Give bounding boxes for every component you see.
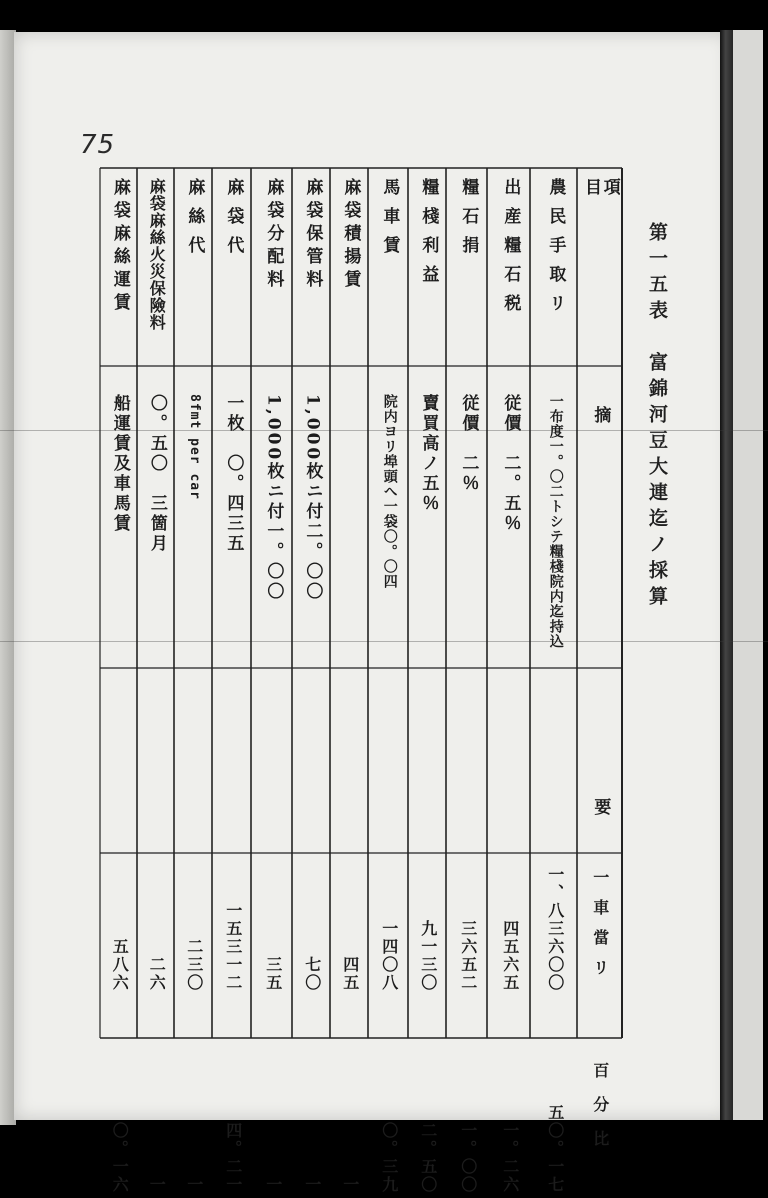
row-percent: 一 (184, 1176, 204, 1194)
item-header: 項 目 (581, 178, 620, 409)
row-percent: 一。二六 (500, 1122, 520, 1194)
row-item: 出産糧石税 (500, 178, 521, 323)
row-per-car: 二三〇 (184, 938, 204, 992)
row-item: 農民手取リ (545, 178, 566, 323)
row-per-car: 五八六 (110, 938, 130, 992)
row-summary: 一布度一。〇二トシテ糧棧院内迄持込 (547, 394, 564, 649)
row-summary: 船運賃及車馬賃 (109, 394, 130, 534)
row-percent: 〇。一六 (110, 1122, 130, 1194)
row-per-car: 四五六五 (500, 920, 520, 992)
row-percent: 一 (263, 1176, 283, 1194)
summary-header-bottom: 要 (590, 798, 611, 818)
row-item: 糧棧利益 (418, 178, 439, 294)
row-item: 麻絲代 (184, 178, 205, 265)
row-item: 麻袋分配料 (263, 178, 284, 293)
row-per-car: 七〇 (302, 956, 322, 992)
summary-header (580, 388, 620, 828)
row-percent: 〇。三九 (379, 1122, 399, 1194)
header-column (580, 168, 620, 1164)
table-row (449, 168, 487, 1194)
row-summary: 院内ヨリ埠頭へ一袋〇。〇四 (381, 394, 398, 589)
table-row (102, 168, 137, 1194)
row-summary: 1,000枚ニ付二。〇〇 (302, 394, 323, 603)
page-number: 75 (80, 130, 116, 160)
percent-header: 百分比 (590, 1062, 610, 1164)
table-row (332, 168, 368, 1194)
row-per-car: 三五 (263, 956, 283, 992)
row-percent: 四。二一 (223, 1122, 243, 1194)
row-percent: 二。五〇 (418, 1122, 438, 1194)
row-percent: 一 (147, 1176, 167, 1194)
table-row (254, 168, 292, 1194)
row-item: 糧石捐 (458, 178, 479, 265)
table-row (294, 168, 330, 1194)
row-per-car: 二六 (147, 956, 167, 992)
row-item: 麻袋麻絲運賃 (109, 178, 130, 316)
row-item: 麻袋保管料 (302, 178, 323, 293)
table-row (139, 168, 174, 1194)
row-summary: 従價 二。五％ (500, 394, 521, 534)
table-row (370, 168, 408, 1194)
summary-header-top: 摘 (590, 406, 611, 426)
row-per-car: 一五三一二 (223, 902, 243, 992)
row-percent: 五〇。一七 (545, 1104, 565, 1194)
row-item: 馬車賃 (379, 178, 400, 265)
row-summary (332, 388, 368, 828)
row-summary: 賣買高ノ五％ (418, 394, 439, 514)
row-per-car: 三六五二 (458, 920, 478, 992)
row-per-car: 一四〇八 (379, 920, 399, 992)
table-row (176, 168, 212, 1194)
row-summary: 一枚 〇。四三五 (223, 394, 244, 554)
row-summary: 1,000枚ニ付一。〇〇 (263, 394, 284, 603)
per-car-header: 一車當リ (590, 869, 610, 989)
row-percent: 一。〇〇 (458, 1122, 478, 1194)
row-item: 麻袋麻絲火災保險料 (147, 178, 167, 331)
table-row (533, 168, 577, 1194)
table-row (410, 168, 446, 1194)
row-per-car: 九一三〇 (418, 920, 438, 992)
row-per-car: 四五 (340, 956, 360, 992)
row-summary: 〇。五〇 三箇月 (146, 394, 167, 554)
table-row (214, 168, 252, 1194)
row-percent: 一 (302, 1176, 322, 1194)
table-caption: 第一五表 富錦河豆大連迄ノ採算 (646, 222, 668, 612)
row-per-car: 一、八三六〇〇 (545, 866, 565, 992)
row-item: 麻袋代 (223, 178, 244, 265)
row-item: 麻袋積揚賃 (340, 178, 361, 293)
row-percent: 一 (340, 1176, 360, 1194)
row-summary: 従價 二％ (458, 394, 479, 494)
table-row (490, 168, 530, 1194)
row-summary: 8fmt per car (187, 394, 203, 500)
